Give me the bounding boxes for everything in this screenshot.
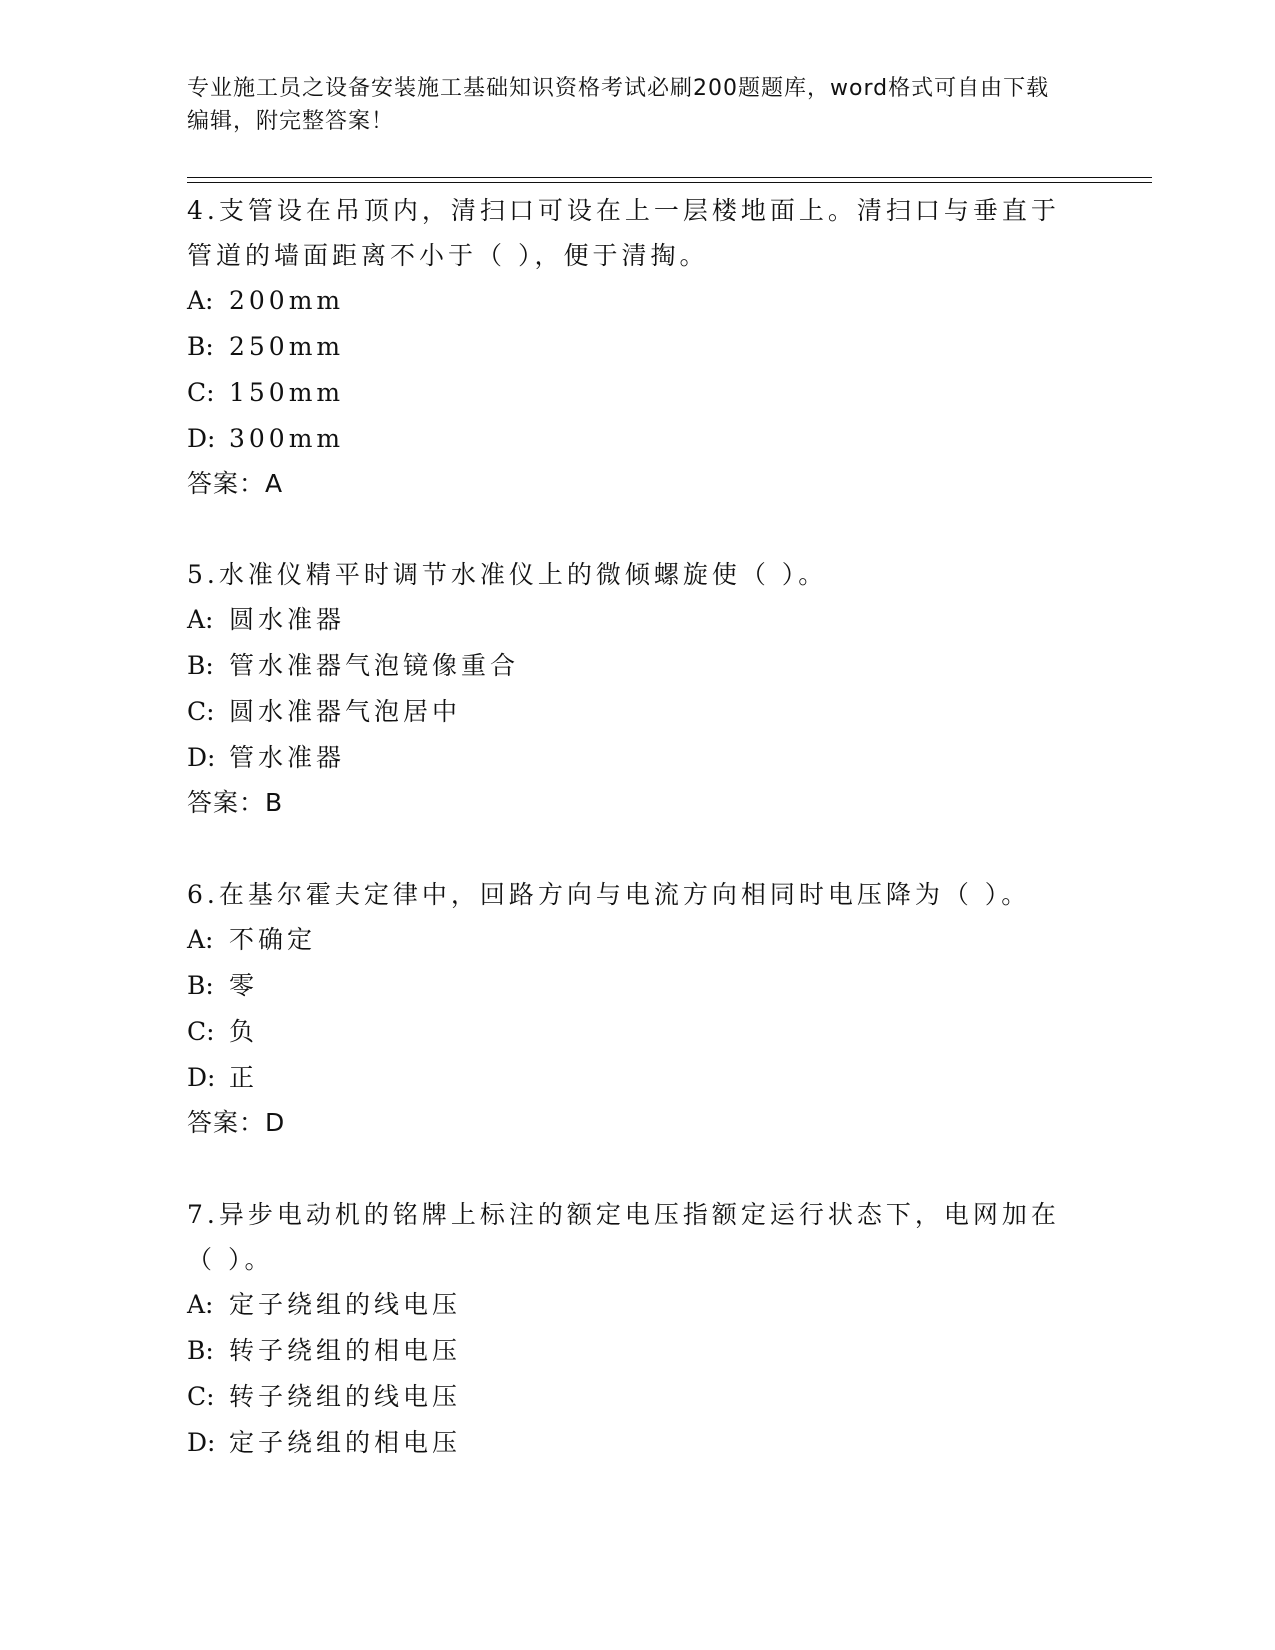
- option-d: [187, 1420, 1087, 1466]
- option-letter: D:: [187, 424, 216, 453]
- option-text: 零: [229, 971, 259, 1000]
- question-7: [187, 1192, 1087, 1466]
- option-letter: C:: [187, 1017, 215, 1046]
- option-text: 正: [229, 1063, 259, 1092]
- option-letter: B:: [187, 971, 214, 1000]
- option-b: [187, 963, 1087, 1009]
- option-text: 300mm: [229, 424, 345, 453]
- option-d: [187, 416, 1087, 462]
- option-letter: A:: [187, 286, 214, 315]
- option-letter: D:: [187, 743, 216, 772]
- option-a: [187, 917, 1087, 963]
- option-a: [187, 597, 1087, 643]
- option-text: 圆水准器: [229, 605, 346, 634]
- question-5: [187, 552, 1087, 825]
- option-text: 150mm: [229, 378, 345, 407]
- question-text: 4.支管设在吊顶内，清扫口可设在上一层楼地面上。清扫口与垂直于管道的墙面距离不小于（ ），便于清掏。: [187, 196, 1060, 270]
- option-text: 200mm: [229, 286, 345, 315]
- option-text: 定子绕组的相电压: [229, 1428, 462, 1457]
- question-text: 7.异步电动机的铭牌上标注的额定电压指额定运行状态下，电网加在（ ）。: [187, 1200, 1060, 1274]
- option-letter: B:: [187, 651, 214, 680]
- option-letter: A:: [187, 605, 214, 634]
- question-text: 5.水准仪精平时调节水准仪上的微倾螺旋使（ ）。: [187, 560, 828, 589]
- option-c: [187, 370, 1087, 416]
- option-letter: C:: [187, 697, 215, 726]
- option-d: [187, 735, 1087, 781]
- answer-line: 答案：A: [187, 469, 284, 498]
- header-divider-bottom: [187, 182, 1152, 183]
- option-text: 不确定: [229, 925, 317, 954]
- document-header: 专业施工员之设备安装施工基础知识资格考试必刷200题题库，word格式可自由下载编辑，附完整答案！: [187, 76, 1050, 134]
- option-text: 管水准器: [229, 743, 346, 772]
- option-b: [187, 324, 1087, 370]
- option-text: 定子绕组的线电压: [229, 1290, 462, 1319]
- option-letter: B:: [187, 332, 214, 361]
- question-text: 6.在基尔霍夫定律中，回路方向与电流方向相同时电压降为（ ）。: [187, 880, 1031, 909]
- option-text: 管水准器气泡镜像重合: [229, 651, 520, 680]
- answer-line: 答案：B: [187, 788, 284, 817]
- option-letter: A:: [187, 1290, 214, 1319]
- option-c: [187, 689, 1087, 735]
- option-text: 负: [229, 1017, 259, 1046]
- answer-line: 答案：D: [187, 1108, 286, 1137]
- option-letter: D:: [187, 1063, 216, 1092]
- question-6: [187, 872, 1087, 1145]
- option-a: [187, 1282, 1087, 1328]
- option-c: [187, 1009, 1087, 1055]
- option-text: 转子绕组的线电压: [229, 1382, 462, 1411]
- option-letter: C:: [187, 1382, 215, 1411]
- option-text: 250mm: [229, 332, 345, 361]
- header-divider-top: [187, 177, 1152, 178]
- option-letter: B:: [187, 1336, 214, 1365]
- question-4: [187, 188, 1087, 506]
- option-letter: A:: [187, 925, 214, 954]
- option-c: [187, 1374, 1087, 1420]
- option-letter: D:: [187, 1428, 216, 1457]
- option-a: [187, 278, 1087, 324]
- option-b: [187, 1328, 1087, 1374]
- option-text: 转子绕组的相电压: [229, 1336, 462, 1365]
- option-d: [187, 1055, 1087, 1101]
- option-b: [187, 643, 1087, 689]
- option-text: 圆水准器气泡居中: [229, 697, 462, 726]
- option-letter: C:: [187, 378, 215, 407]
